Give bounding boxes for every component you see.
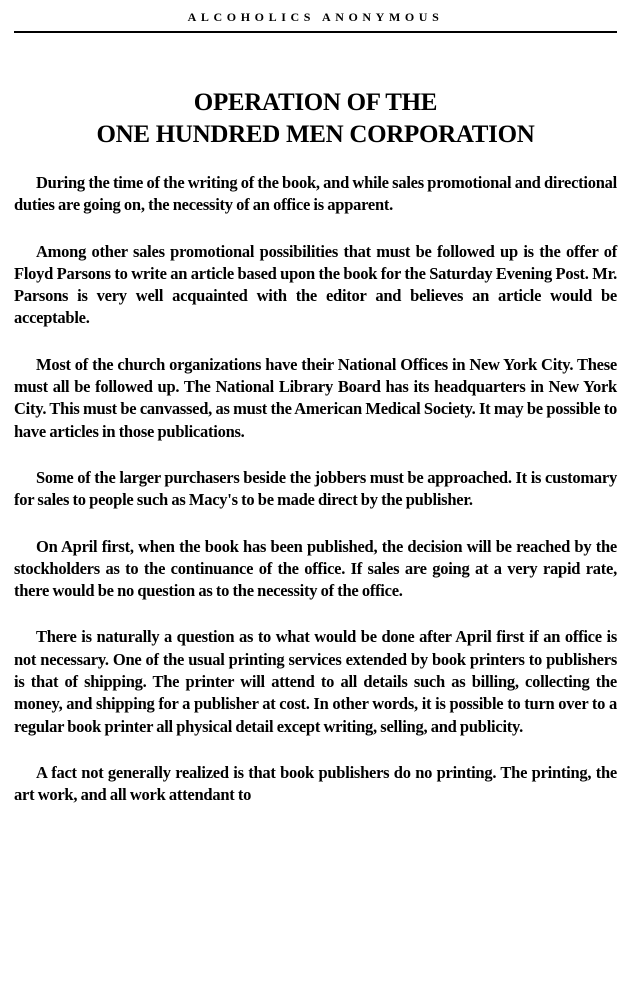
paragraph-2: Among other sales promotional possibilities that must be followed up is the offer of Floyd Parsons to write an article based upon the book for the Saturday Evening Post. Mr. Parsons is very well acquainted with the editor and believes an article would be acceptable. [14,241,617,328]
paragraph-4: Some of the larger purchasers beside the jobbers must be approached. It is customary for sales to people such as Macy's to be made direct by the publisher. [14,467,617,510]
title-line-1: OPERATION OF THE [193,89,438,116]
paragraph-5: On April first, when the book has been published, the decision will be reached by the stockholders as to the continuance of the office. If sales are going at a very rapid rate, there would be no question as to the necessity of the office. [14,536,617,601]
paragraph-6: There is naturally a question as to what would be done after April first if an office is not necessary. One of the usual printing services extended by book printers to publishers is that of shipping. The printer will attend to all details such as billing, collecting the money, and shipping for a publisher at cost. In other words, it is possible to turn over to a regular book printer all physical detail except writing, selling, and publicity. [14,627,617,736]
paragraph-7: A fact not generally realized is that book publishers do no printing. The printing, the art work, and all work attendant to [14,762,617,805]
page-title [14,87,617,151]
running-head: ALCOHOLICS ANONYMOUS [187,10,444,24]
header-rule [14,31,617,33]
body-text [14,172,617,831]
title-line-2: ONE HUNDRED MEN CORPORATION [96,121,535,148]
paragraph-3: Most of the church organizations have their National Offices in New York City. These must all be followed up. The National Library Board has its headquarters in New York City. This must be canvassed, as must the American Medical Society. It may be possible to have articles in those publications. [14,354,617,441]
paragraph-1: During the time of the writing of the book, and while sales promotional and directional duties are going on, the necessity of an office is apparent. [14,173,617,215]
